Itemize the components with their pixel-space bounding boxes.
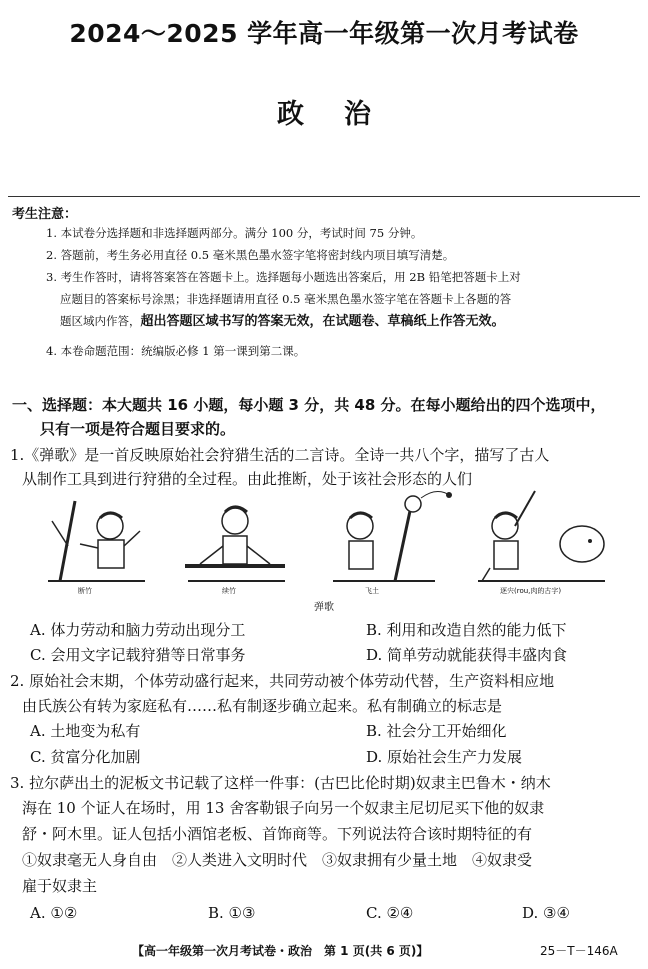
q3-option-a: A. ①② (30, 904, 78, 922)
q3-stem-line-3: 舒・阿木里。证人包括小酒馆老板、首饰商等。下列说法符合该时期特征的有 (22, 825, 533, 843)
q1-stem-line-2: 从制作工具到进行狩猎的全过程。由此推断，处于该社会形态的人们 (22, 470, 473, 488)
notice-item-3-cont: 应题目的答案标号涂黑；非选择题请用直径 0.5 毫米黑色墨水签字笔在答题卡上各题的答 (60, 292, 512, 306)
footer-code: 25－T－146A (540, 944, 618, 958)
q3-stem-line-2: 海在 10 个证人在场时，用 13 舍客勒银子向另一个奴隶主尼切尼买下他的奴隶 (22, 799, 545, 817)
figure-chasing-game (470, 486, 610, 586)
figure-label-4: 逐宍(rou,肉的古字) (500, 587, 562, 595)
q3-statements-line-2: 雇于奴隶主 (22, 877, 98, 895)
q3-stem-line-1: 3. 拉尔萨出土的泥板文书记载了这样一件事：(古巴比伦时期)奴隶主巴鲁木・纳木 (10, 774, 551, 792)
q1-option-c: C. 会用文字记载狩猎等日常事务 (30, 646, 246, 664)
q3-option-d: D. ③④ (522, 904, 570, 922)
q3-option-c: C. ②④ (366, 904, 414, 922)
q2-option-a: A. 土地变为私有 (30, 722, 141, 740)
q1-option-d: D. 简单劳动就能获得丰盛肉食 (366, 646, 568, 664)
q2-stem-line-2: 由氏族公有转为家庭私有……私有制逐步确立起来。私有制确立的标志是 (22, 697, 503, 715)
figure-joining-bamboo (180, 486, 290, 586)
notice-item-3-end (60, 310, 640, 333)
exam-title: 2024～2025 学年高一年级第一次月考试卷 (69, 19, 579, 48)
figure-caption: 弹歌 (314, 602, 334, 613)
q2-option-b: B. 社会分工开始细化 (366, 722, 507, 740)
divider (8, 196, 640, 197)
figure-label-1: 断竹 (78, 587, 92, 595)
footer-page-info: 【高一年级第一次月考试卷・政治 第 1 页(共 6 页)】 (132, 944, 429, 958)
notice-emphasis: 超出答题区域书写的答案无效，在试题卷、草稿纸上作答无效。 (140, 314, 505, 329)
page-footer (0, 940, 648, 962)
q2-option-d: D. 原始社会生产力发展 (366, 748, 523, 766)
notice-item-1: 1. 本试卷分选择题和非选择题两部分。满分 100 分，考试时间 75 分钟。 (46, 226, 423, 240)
q3-statements-line-1: ①奴隶毫无人身自由 ②人类进入文明时代 ③奴隶拥有少量土地 ④奴隶受 (22, 851, 533, 869)
q3-option-b: B. ①③ (208, 904, 256, 922)
figure-flying-clay (325, 486, 455, 586)
subject-title: 政治 (277, 99, 411, 130)
q1-figure-group (40, 486, 610, 598)
figure-label-3: 飞土 (365, 587, 379, 595)
notice-item-3: 3. 考生作答时，请将答案答在答题卡上。选择题每小题选出答案后，用 2B 铅笔把答题卡上对 (46, 270, 521, 284)
q1-option-a: A. 体力劳动和脑力劳动出现分工 (30, 621, 246, 639)
figure-label-2: 续竹 (222, 587, 236, 595)
notice-item-3-tail: 题区域内作答， (60, 314, 141, 328)
section-heading-line-2: 只有一项是符合题目要求的。 (40, 420, 236, 438)
notice-item-4: 4. 本卷命题范围：统编版必修 1 第一课到第二课。 (46, 344, 306, 358)
notice-item-2: 2. 答题前，考生务必用直径 0.5 毫米黑色墨水签字笔将密封线内项目填写清楚。 (46, 248, 455, 262)
figure-cutting-bamboo (40, 486, 150, 586)
q2-stem-line-1: 2. 原始社会末期，个体劳动盛行起来，共同劳动被个体劳动代替，生产资料相应地 (10, 672, 555, 690)
q1-option-b: B. 利用和改造自然的能力低下 (366, 621, 567, 639)
q1-stem-line-1: 1.《弹歌》是一首反映原始社会狩猎生活的二言诗。全诗一共八个字，描写了古人 (10, 446, 550, 464)
notice-heading: 考生注意： (12, 207, 78, 222)
q2-option-c: C. 贫富分化加剧 (30, 748, 141, 766)
section-heading-line-1: 一、选择题：本大题共 16 小题，每小题 3 分，共 48 分。在每小题给出的四个选项中， (12, 396, 606, 414)
section-heading (12, 393, 640, 441)
